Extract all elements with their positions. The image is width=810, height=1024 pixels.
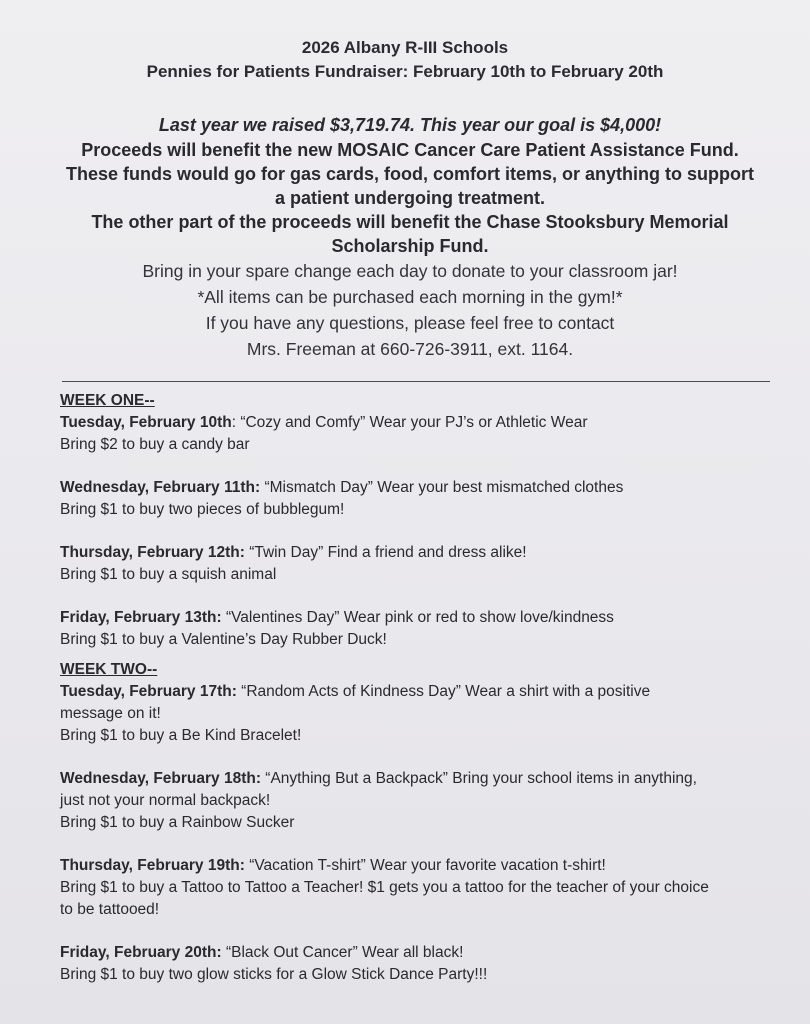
day-theme: “Vacation T-shirt” Wear your favorite vacation t-shirt! [244, 857, 606, 874]
day-entry [60, 855, 780, 921]
day-label: Friday, February 13th: [60, 609, 222, 626]
proceeds-line-3: a patient undergoing treatment. [274, 188, 546, 208]
contact-line-2: Mrs. Freeman at 660-726-3911, ext. 1164. [246, 339, 574, 359]
goal-line: Last year we raised $3,719.74. This year our goal is $4,000! [158, 115, 662, 135]
day-entry [60, 477, 780, 521]
other-proceeds-line-2: Scholarship Fund. [331, 236, 489, 256]
proceeds-line-2: These funds would go for gas cards, food, comfort items, or anything to support [65, 164, 755, 184]
flyer-header [0, 36, 810, 84]
day-bring: Bring $1 to buy a squish animal [60, 566, 277, 583]
day-theme-cont: message on it! [60, 705, 161, 722]
day-bring: Bring $1 to buy two glow sticks for a Glow Stick Dance Party!!! [60, 966, 488, 983]
day-label: Thursday, February 19th: [60, 857, 245, 874]
purchase-note: *All items can be purchased each morning in the gym!* [197, 287, 623, 307]
day-theme: “Mismatch Day” Wear your best mismatched clothes [260, 479, 624, 496]
day-bring: Bring $1 to buy a Valentine’s Day Rubber Duck! [60, 631, 387, 648]
week-two-heading: WEEK TWO-- [60, 661, 158, 678]
day-theme: : “Cozy and Comfy” Wear your PJ’s or Athletic Wear [231, 414, 588, 431]
day-label: Friday, February 20th: [60, 944, 222, 961]
day-entry [60, 542, 780, 586]
divider-line [62, 381, 770, 382]
flyer-title: 2026 Albany R-III Schools [301, 38, 509, 57]
day-theme: “Twin Day” Find a friend and dress alike! [244, 544, 527, 561]
day-entry [60, 681, 780, 747]
day-theme: “Black Out Cancer” Wear all black! [221, 944, 464, 961]
schedule [60, 390, 780, 1007]
flyer-subtitle: Pennies for Patients Fundraiser: February 10th to February 20th [146, 62, 664, 81]
day-label: Tuesday, February 17th: [60, 683, 237, 700]
day-bring: Bring $1 to buy a Be Kind Bracelet! [60, 727, 302, 744]
contact-line-1: If you have any questions, please feel free to contact [205, 313, 615, 333]
day-label: Wednesday, February 11th: [60, 479, 261, 496]
day-label: Wednesday, February 18th: [60, 770, 261, 787]
day-theme: “Valentines Day” Wear pink or red to show love/kindness [221, 609, 614, 626]
proceeds-line-1: Proceeds will benefit the new MOSAIC Cancer Care Patient Assistance Fund. [81, 140, 739, 160]
spare-change-line: Bring in your spare change each day to donate to your classroom jar! [142, 261, 678, 281]
week-one-heading: WEEK ONE-- [60, 392, 155, 409]
day-theme: “Random Acts of Kindness Day” Wear a shirt with a positive [236, 683, 651, 700]
day-bring: Bring $2 to buy a candy bar [60, 436, 250, 453]
day-entry [60, 768, 780, 834]
day-theme: “Anything But a Backpack” Bring your school items in anything, [261, 770, 697, 787]
intro-section [40, 112, 780, 362]
day-entry [60, 412, 780, 456]
day-bring: Bring $1 to buy a Tattoo to Tattoo a Teacher! $1 gets you a tattoo for the teacher of your choice [60, 879, 709, 896]
day-bring: Bring $1 to buy two pieces of bubblegum! [60, 501, 345, 518]
day-label: Tuesday, February 10th [60, 414, 232, 431]
day-theme-cont: just not your normal backpack! [60, 792, 271, 809]
day-bring-cont: to be tattooed! [60, 901, 160, 918]
other-proceeds-line-1: The other part of the proceeds will benefit the Chase Stooksbury Memorial [91, 212, 729, 232]
day-bring: Bring $1 to buy a Rainbow Sucker [60, 814, 295, 831]
day-entry [60, 607, 780, 651]
day-label: Thursday, February 12th: [60, 544, 245, 561]
day-entry [60, 942, 780, 986]
